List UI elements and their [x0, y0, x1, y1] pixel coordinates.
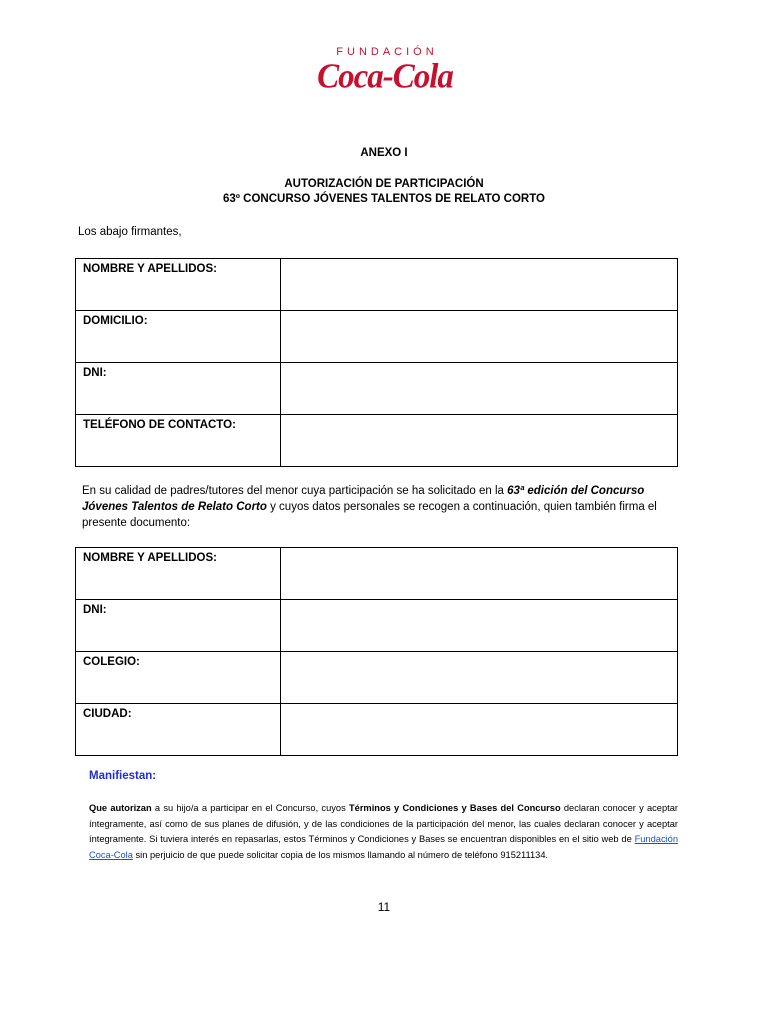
- table-row: [76, 704, 678, 756]
- table-row: [76, 311, 678, 363]
- manifiestan-heading: Manifiestan:: [89, 770, 157, 782]
- logo-top-text: FUNDACIÓN: [336, 46, 438, 58]
- fundacion-link[interactable]: Fundación Coca-Cola: [89, 834, 678, 860]
- document-title: AUTORIZACIÓN DE PARTICIPACIÓN: [284, 178, 484, 190]
- field-label: DNI:: [76, 600, 281, 652]
- field-label: DOMICILIO:: [76, 311, 281, 363]
- annex-heading: ANEXO I: [360, 147, 408, 159]
- field-value[interactable]: [281, 600, 678, 652]
- table-row: [76, 363, 678, 415]
- contest-name: 63ª edición del Concurso Jóvenes Talentos de Relato Corto: [82, 485, 645, 513]
- paragraph-text: En su calidad de padres/tutores del menor cuya participación se ha solicitado en la: [82, 485, 508, 497]
- legal-bold: Que autorizan: [89, 803, 152, 813]
- paragraph-text: y cuyos datos personales se recogen a continuación, quien también firma el presente documento:: [82, 501, 657, 529]
- fundacion-coca-cola-logo: [305, 46, 465, 126]
- document-subtitle: 63º CONCURSO JÓVENES TALENTOS DE RELATO CORTO: [223, 193, 545, 205]
- field-label: COLEGIO:: [76, 652, 281, 704]
- field-value[interactable]: [281, 311, 678, 363]
- table-row: [76, 259, 678, 311]
- page-number: 11: [377, 900, 391, 914]
- legal-text: a su hijo/a a participar en el Concurso, cuyos: [151, 803, 349, 813]
- field-value[interactable]: [281, 415, 678, 467]
- minor-data-table: [75, 547, 678, 756]
- table-row: [76, 415, 678, 467]
- field-value[interactable]: [281, 652, 678, 704]
- field-label: DNI:: [76, 363, 281, 415]
- table-row: [76, 548, 678, 600]
- field-value[interactable]: [281, 704, 678, 756]
- legal-text: declaran conocer y aceptar íntegramente, así como de sus planes de difusión, y de las condiciones de la participación del menor, las cuales declaran conocer y aceptar íntegramente. Si tuviera interés en repasarlas, estos Términos y Condiciones y Bases se encuentran disponibles en el sitio web de: [89, 803, 678, 844]
- table-row: [76, 600, 678, 652]
- authorization-paragraph: [89, 801, 678, 863]
- field-label: TELÉFONO DE CONTACTO:: [76, 415, 281, 467]
- guardian-paragraph: [82, 483, 692, 531]
- field-value[interactable]: [281, 363, 678, 415]
- logo-script-text: Coca-Cola: [317, 58, 453, 96]
- field-value[interactable]: [281, 259, 678, 311]
- field-label: NOMBRE Y APELLIDOS:: [76, 259, 281, 311]
- legal-bold: Términos y Condiciones y Bases del Concurso: [348, 803, 561, 813]
- legal-text: sin perjuicio de que puede solicitar copia de los mismos llamando al número de teléfono 915211134.: [132, 849, 549, 860]
- parents-data-table: [75, 258, 678, 467]
- field-label: NOMBRE Y APELLIDOS:: [76, 548, 281, 600]
- field-label: CIUDAD:: [76, 704, 281, 756]
- table-row: [76, 652, 678, 704]
- field-value[interactable]: [281, 548, 678, 600]
- intro-text: Los abajo firmantes,: [78, 226, 182, 238]
